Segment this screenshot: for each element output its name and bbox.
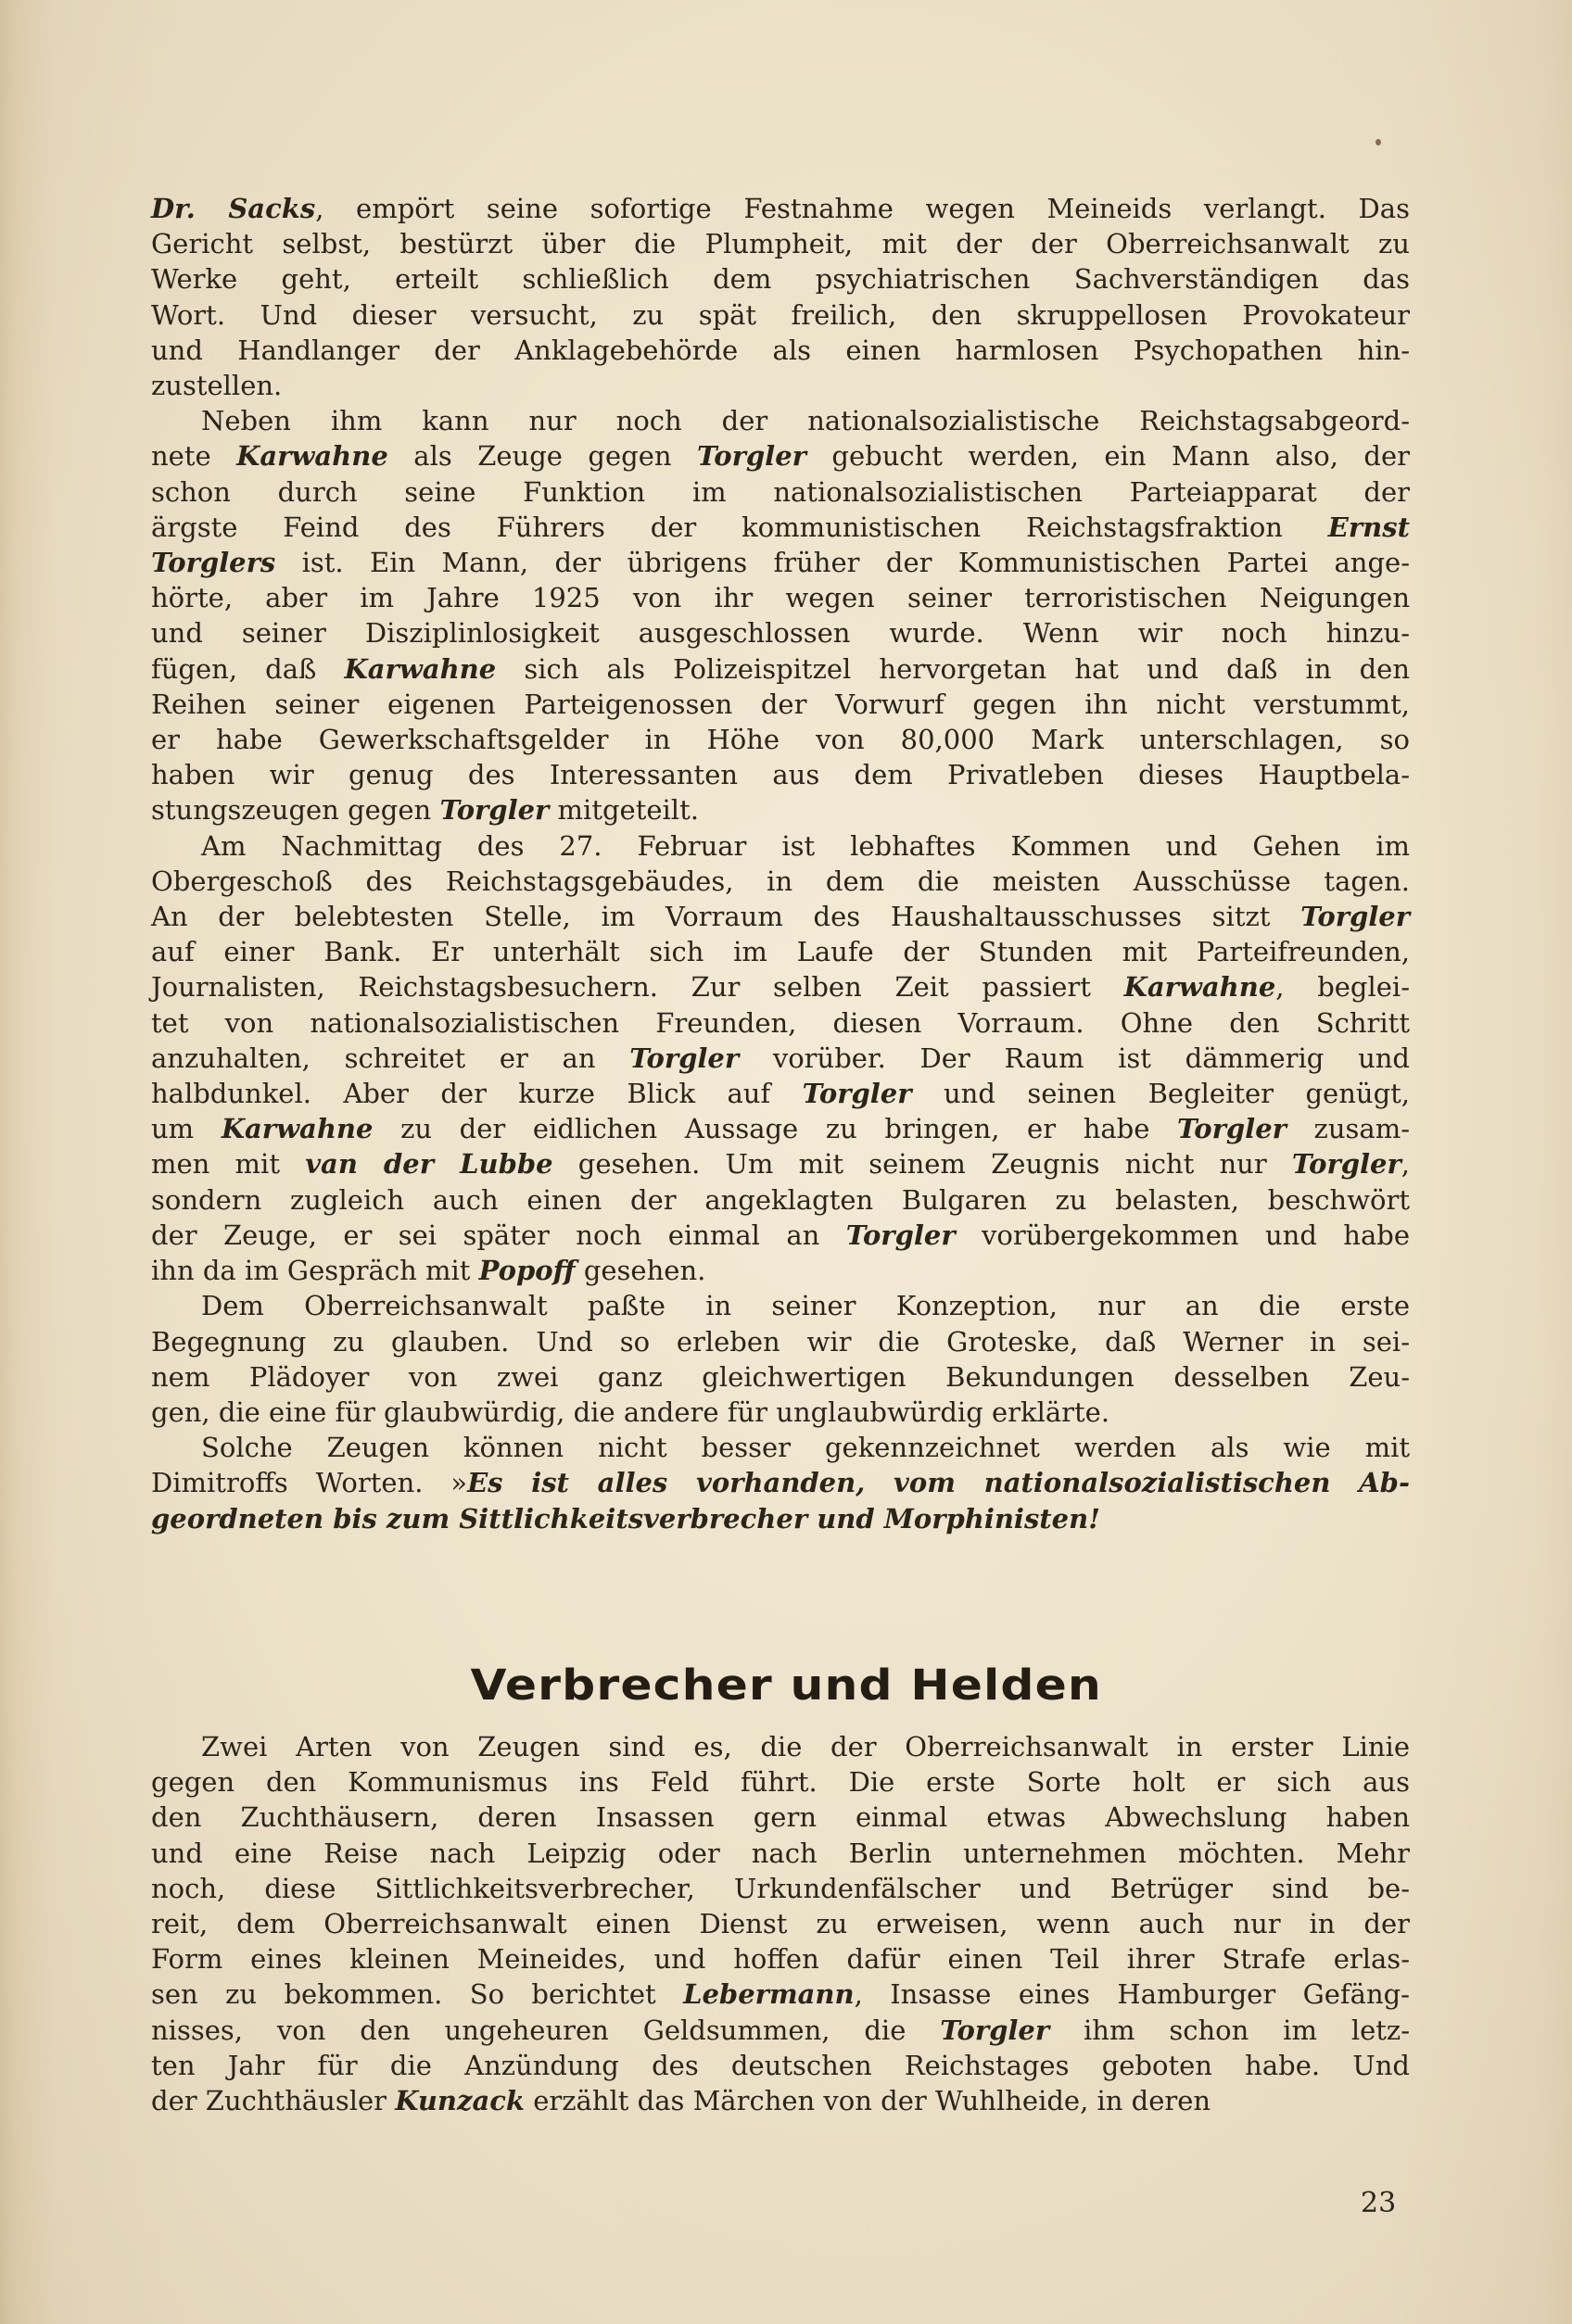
text-line: er habe Gewerkschaftsgelder in Höhe von 80,000 Mark unterschlagen, so [151, 724, 1410, 756]
text-line: schon durch seine Funktion im nationalsozialistischen Parteiapparat der [151, 475, 1410, 508]
text-line: Form eines kleinen Meineides, und hoffen dafür einen Teil ihrer Strafe erlas- [151, 1943, 1410, 1976]
text-line: reit, dem Oberreichsanwalt einen Dienst zu erweisen, wenn auch nur in der [151, 1908, 1410, 1940]
paragraph [151, 1430, 1410, 1536]
text-line: tet von nationalsozialistischen Freunden, diesen Vorraum. Ohne den Schritt [151, 1006, 1410, 1039]
text-line: Dimitroffs Worten. »Es ist alles vorhanden, vom nationalsozialistischen Ab- [151, 1467, 1410, 1499]
text-line: ten Jahr für die Anzündung des deutschen Reichstages geboten habe. Und [151, 2049, 1410, 2081]
text-line: An der belebtesten Stelle, im Vorraum des Haushaltausschusses sitzt Torgler [151, 901, 1410, 933]
text-line: geordneten bis zum Sittlichkeitsverbrecher und Morphinisten! [151, 1502, 1100, 1535]
text-line: halbdunkel. Aber der kurze Blick auf Torgler und seinen Begleiter genügt, [151, 1078, 1410, 1110]
text-line: Gericht selbst, bestürzt über die Plumpheit, mit der der Oberreichsanwalt zu [151, 228, 1410, 260]
text-line: sen zu bekommen. So berichtet Lebermann, Insasse eines Hamburger Gefäng- [151, 1978, 1410, 2011]
text-line: noch, diese Sittlichkeitsverbrecher, Urkundenfälscher und Betrüger sind be- [151, 1872, 1410, 1904]
text-line: gen, die eine für glaubwürdig, die andere für unglaubwürdig erklärte. [151, 1396, 1110, 1428]
text-line: hörte, aber im Jahre 1925 von ihr wegen seiner terroristischen Neigungen [151, 582, 1410, 614]
paragraph [151, 403, 1410, 827]
text-line: Begegnung zu glauben. Und so erleben wir die Groteske, daß Werner in sei- [151, 1325, 1410, 1358]
text-line: der Zeuge, er sei später noch einmal an Torgler vorübergekommen und habe [151, 1219, 1410, 1251]
text-line: Wort. Und dieser versucht, zu spät freilich, den skruppellosen Provokateur [151, 298, 1410, 331]
text-line: und eine Reise nach Leipzig oder nach Berlin unternehmen möchten. Mehr [151, 1837, 1410, 1869]
paragraph [151, 191, 1410, 403]
text-line: Dr. Sacks, empört seine sofortige Festnahme wegen Meineids verlangt. Das [151, 193, 1410, 224]
text-line: Torglers ist. Ein Mann, der übrigens früher der Kommunistischen Partei ange- [151, 547, 1410, 579]
text-line: Reihen seiner eigenen Parteigenossen der Vorwurf gegen ihn nicht verstummt, [151, 688, 1410, 720]
text-line: ihn da im Gespräch mit Popoff gesehen. [151, 1255, 706, 1287]
page-number: 23 [1361, 2187, 1397, 2219]
paragraph [151, 828, 1410, 1289]
text-line: Zwei Arten von Zeugen sind es, die der Oberreichsanwalt in erster Linie [201, 1731, 1410, 1762]
text-line: anzuhalten, schreitet er an Torgler vorüber. Der Raum ist dämmerig und [151, 1042, 1410, 1074]
text-line: men mit van der Lubbe gesehen. Um mit seinem Zeugnis nicht nur Torgler, [151, 1148, 1411, 1181]
section-2-body [151, 1729, 1410, 2118]
text-line: und Handlanger der Anklagebehörde als einen harmlosen Psychopathen hin- [151, 334, 1410, 366]
section-1-body [151, 191, 1410, 1536]
text-line: haben wir genug des Interessanten aus dem Privatleben dieses Hauptbela- [151, 759, 1410, 791]
text-line: Solche Zeugen können nicht besser gekennzeichnet werden als wie mit [201, 1432, 1410, 1464]
section-heading: Verbrecher und Helden [470, 1661, 1102, 1710]
text-line: Am Nachmittag des 27. Februar ist lebhaftes Kommen und Gehen im [201, 829, 1410, 862]
text-line: nem Plädoyer von zwei ganz gleichwertigen Bekundungen desselben Zeu- [151, 1360, 1410, 1393]
text-line: ärgste Feind des Führers der kommunistischen Reichstagsfraktion Ernst [151, 511, 1410, 543]
text-line: Neben ihm kann nur noch der nationalsozialistische Reichstagsabgeord- [201, 405, 1410, 437]
text-line: fügen, daß Karwahne sich als Polizeispitzel hervorgetan hat und daß in den [151, 652, 1411, 685]
text-line: und seiner Disziplinlosigkeit ausgeschlossen wurde. Wenn wir noch hinzu- [151, 617, 1410, 650]
text-line: Werke geht, erteilt schließlich dem psychiatrischen Sachverständigen das [151, 263, 1410, 296]
paper-speck [1376, 139, 1381, 145]
text-line: stungszeugen gegen Torgler mitgeteilt. [151, 794, 699, 827]
text-line: Dem Oberreichsanwalt paßte in seiner Konzeption, nur an die erste [201, 1290, 1410, 1322]
text-line: sondern zugleich auch einen der angeklagten Bulgaren zu belasten, beschwört [151, 1183, 1410, 1216]
text-line: der Zuchthäusler Kunzack erzählt das Märchen von der Wuhlheide, in deren [151, 2085, 1211, 2117]
section-heading-wrap [0, 1661, 1572, 1710]
paragraph [151, 1288, 1410, 1430]
text-line: nete Karwahne als Zeuge gegen Torgler gebucht werden, ein Mann also, der [151, 440, 1411, 473]
text-line: gegen den Kommunismus ins Feld führt. Die erste Sorte holt er sich aus [151, 1766, 1410, 1799]
text-line: nisses, von den ungeheuren Geldsummen, die Torgler ihm schon im letz- [151, 2014, 1410, 2046]
text-line: Journalisten, Reichstagsbesuchern. Zur selben Zeit passiert Karwahne, beglei- [151, 971, 1410, 1004]
text-line: um Karwahne zu der eidlichen Aussage zu bringen, er habe Torgler zusam- [151, 1113, 1410, 1145]
paragraph [151, 1729, 1410, 2118]
text-line: zustellen. [151, 370, 283, 402]
text-line: Obergeschoß des Reichstagsgebäudes, in dem die meisten Ausschüsse tagen. [151, 865, 1410, 897]
text-line: den Zuchthäusern, deren Insassen gern einmal etwas Abwechslung haben [151, 1801, 1410, 1834]
text-line: auf einer Bank. Er unterhält sich im Laufe der Stunden mit Parteifreunden, [151, 936, 1410, 968]
